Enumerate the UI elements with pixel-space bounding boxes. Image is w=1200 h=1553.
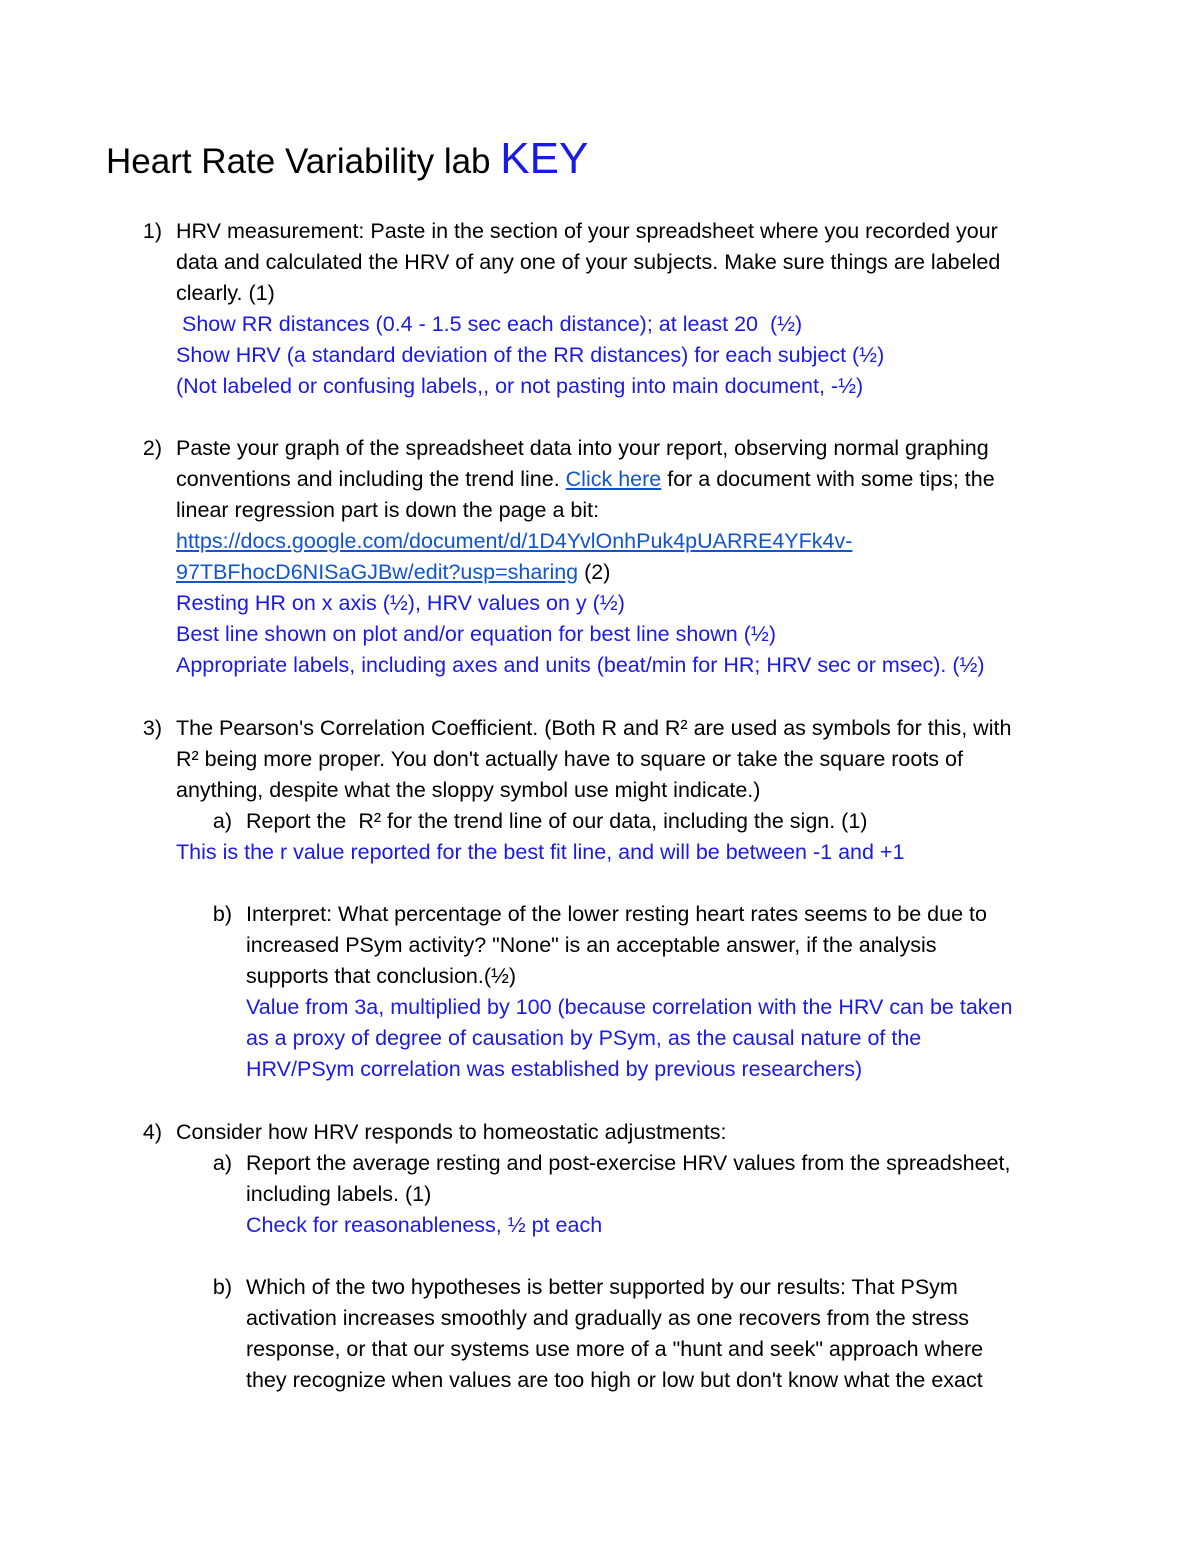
answer-key-text: Best line shown on plot and/or equation for best line shown (½): [176, 622, 776, 646]
subquestion-text: Report the R² for the trend line of our data, including the sign. (1): [246, 809, 868, 833]
question-text: Consider how HRV responds to homeostatic adjustments:: [176, 1120, 727, 1144]
question-text-with-link: [176, 464, 995, 495]
answer-key-text: Show RR distances (0.4 - 1.5 sec each distance); at least 20 (½): [176, 312, 803, 336]
subquestion-number: a): [212, 809, 232, 833]
question-text: anything, despite what the sloppy symbol use might indicate.): [176, 778, 761, 802]
subquestion-text: response, or that our systems use more of a "hunt and seek" approach where: [246, 1337, 984, 1361]
answer-key-text: Value from 3a, multiplied by 100 (because correlation with the HRV can be taken: [246, 995, 1013, 1019]
subquestion-text: activation increases smoothly and gradually as one recovers from the stress: [246, 1306, 969, 1330]
question-text: HRV measurement: Paste in the section of your spreadsheet where you recorded your: [176, 219, 998, 243]
subquestion-text: increased PSym activity? "None" is an acceptable answer, if the analysis: [246, 933, 937, 957]
subquestion-text: Which of the two hypotheses is better supported by our results: That PSym: [246, 1275, 958, 1299]
answer-key-text: Resting HR on x axis (½), HRV values on y (½): [176, 591, 625, 615]
url-line-2: [176, 557, 610, 588]
subquestion-text: supports that conclusion.(½): [246, 964, 517, 988]
subquestion-text: they recognize when values are too high or low but don't know what the exact: [246, 1368, 983, 1392]
title-main: Heart Rate Variability lab: [106, 142, 501, 181]
subquestion-number: a): [212, 1151, 232, 1175]
answer-key-text: (Not labeled or confusing labels,, or not pasting into main document, -½): [176, 374, 864, 398]
question-text: The Pearson's Correlation Coefficient. (Both R and R² are used as symbols for this, with: [176, 716, 1012, 740]
title-key: KEY: [500, 134, 589, 183]
subquestion-number: b): [212, 902, 232, 926]
answer-key-text: This is the r value reported for the best fit line, and will be between -1 and +1: [176, 840, 905, 864]
page-title: [106, 134, 588, 187]
question-text: for a document with some tips; the: [661, 467, 995, 491]
answer-key-text: Show HRV (a standard deviation of the RR distances) for each subject (½): [176, 343, 885, 367]
question-number: 1): [142, 219, 162, 243]
question-text: conventions and including the trend line.: [176, 467, 566, 491]
answer-key-text: Check for reasonableness, ½ pt each: [246, 1213, 603, 1237]
subquestion-text: including labels. (1): [246, 1182, 432, 1206]
question-number: 2): [142, 436, 162, 460]
document-url-link[interactable]: https://docs.google.com/document/d/1D4YvlOnhPuk4pUARRE4YFk4v-: [176, 529, 853, 553]
answer-key-text: Appropriate labels, including axes and units (beat/min for HR; HRV sec or msec). (½): [176, 653, 985, 677]
subquestion-text: Interpret: What percentage of the lower resting heart rates seems to be due to: [246, 902, 987, 926]
question-text: Paste your graph of the spreadsheet data into your report, observing normal graphing: [176, 436, 989, 460]
answer-key-text: as a proxy of degree of causation by PSym, as the causal nature of the: [246, 1026, 922, 1050]
click-here-link[interactable]: Click here: [565, 467, 662, 491]
question-number: 4): [142, 1120, 162, 1144]
question-text: data and calculated the HRV of any one of your subjects. Make sure things are labeled: [176, 250, 1001, 274]
question-text: linear regression part is down the page a bit:: [176, 498, 600, 522]
document-url-link[interactable]: 97TBFhocD6NISaGJBw/edit?usp=sharing: [176, 560, 579, 584]
question-text: clearly. (1): [176, 281, 275, 305]
question-number: 3): [142, 716, 162, 740]
points-text: (2): [578, 560, 611, 584]
subquestion-text: Report the average resting and post-exercise HRV values from the spreadsheet,: [246, 1151, 1011, 1175]
answer-key-text: HRV/PSym correlation was established by previous researchers): [246, 1057, 863, 1081]
question-text: R² being more proper. You don't actually have to square or take the square roots of: [176, 747, 963, 771]
subquestion-number: b): [212, 1275, 232, 1299]
